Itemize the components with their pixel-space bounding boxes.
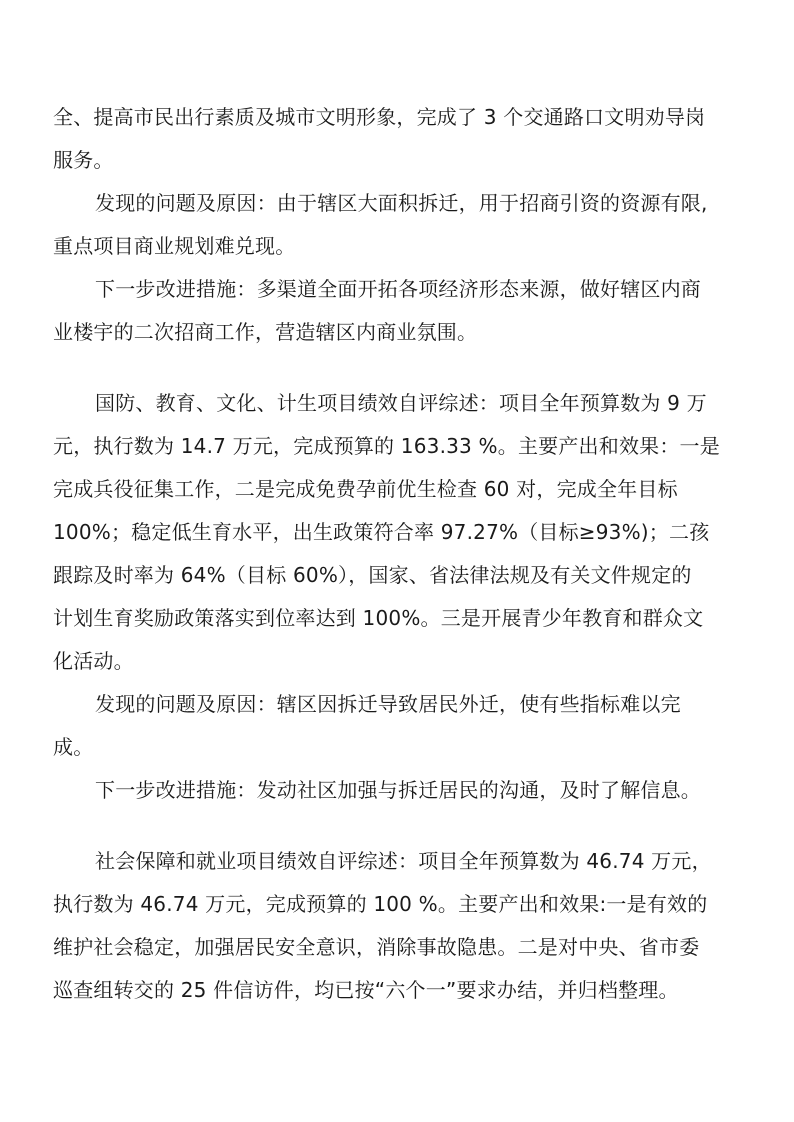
paragraph-line: 业楼宇的二次招商工作，营造辖区内商业氛围。 [53, 320, 478, 344]
summary-paragraph: 国防、教育、文化、计生项目绩效自评综述：项目全年预算数为 9 万 [95, 391, 707, 415]
paragraph-line: 100%；稳定低生育水平，出生政策符合率 97.27%（目标≥93%)；二孩 [53, 520, 710, 544]
paragraph-line: 重点项目商业规划难兑现。 [53, 234, 296, 258]
paragraph-line: 化活动。 [53, 649, 134, 673]
paragraph-line: 元，执行数为 14.7 万元，完成预算的 163.33 %。主要产出和效果：一是 [53, 434, 720, 458]
paragraph-line: 成。 [53, 735, 94, 759]
paragraph-line: 服务。 [53, 148, 114, 172]
improvement-paragraph: 下一步改进措施：多渠道全面开拓各项经济形态来源，做好辖区内商 [95, 277, 701, 301]
problem-paragraph: 发现的问题及原因：辖区因拆迁导致居民外迁，使有些指标难以完 [95, 692, 681, 716]
paragraph-line: 完成兵役征集工作，二是完成免费孕前优生检查 60 对，完成全年目标 [53, 477, 678, 501]
paragraph-line: 巡查组转交的 25 件信访件，均已按“六个一”要求办结，并归档整理。 [53, 978, 679, 1002]
improvement-paragraph: 下一步改进措施：发动社区加强与拆迁居民的沟通，及时了解信息。 [95, 778, 701, 802]
problem-paragraph: 发现的问题及原因：由于辖区大面积拆迁，用于招商引资的资源有限, [95, 191, 708, 215]
paragraph-line: 执行数为 46.74 万元，完成预算的 100 %。主要产出和效果:一是有效的 [53, 892, 708, 916]
paragraph-line: 维护社会稳定，加强居民安全意识，消除事故隐患。二是对中央、省市委 [53, 935, 700, 959]
summary-paragraph: 社会保障和就业项目绩效自评综述：项目全年预算数为 46.74 万元， [95, 849, 712, 873]
paragraph-line: 跟踪及时率为 64%（目标 60%），国家、省法律法规及有关文件规定的 [53, 563, 692, 587]
paragraph-line: 计划生育奖励政策落实到位率达到 100%。三是开展青少年教育和群众文 [53, 606, 704, 630]
paragraph-line: 全、提高市民出行素质及城市文明形象，完成了 3 个交通路口文明劝导岗 [53, 105, 706, 129]
